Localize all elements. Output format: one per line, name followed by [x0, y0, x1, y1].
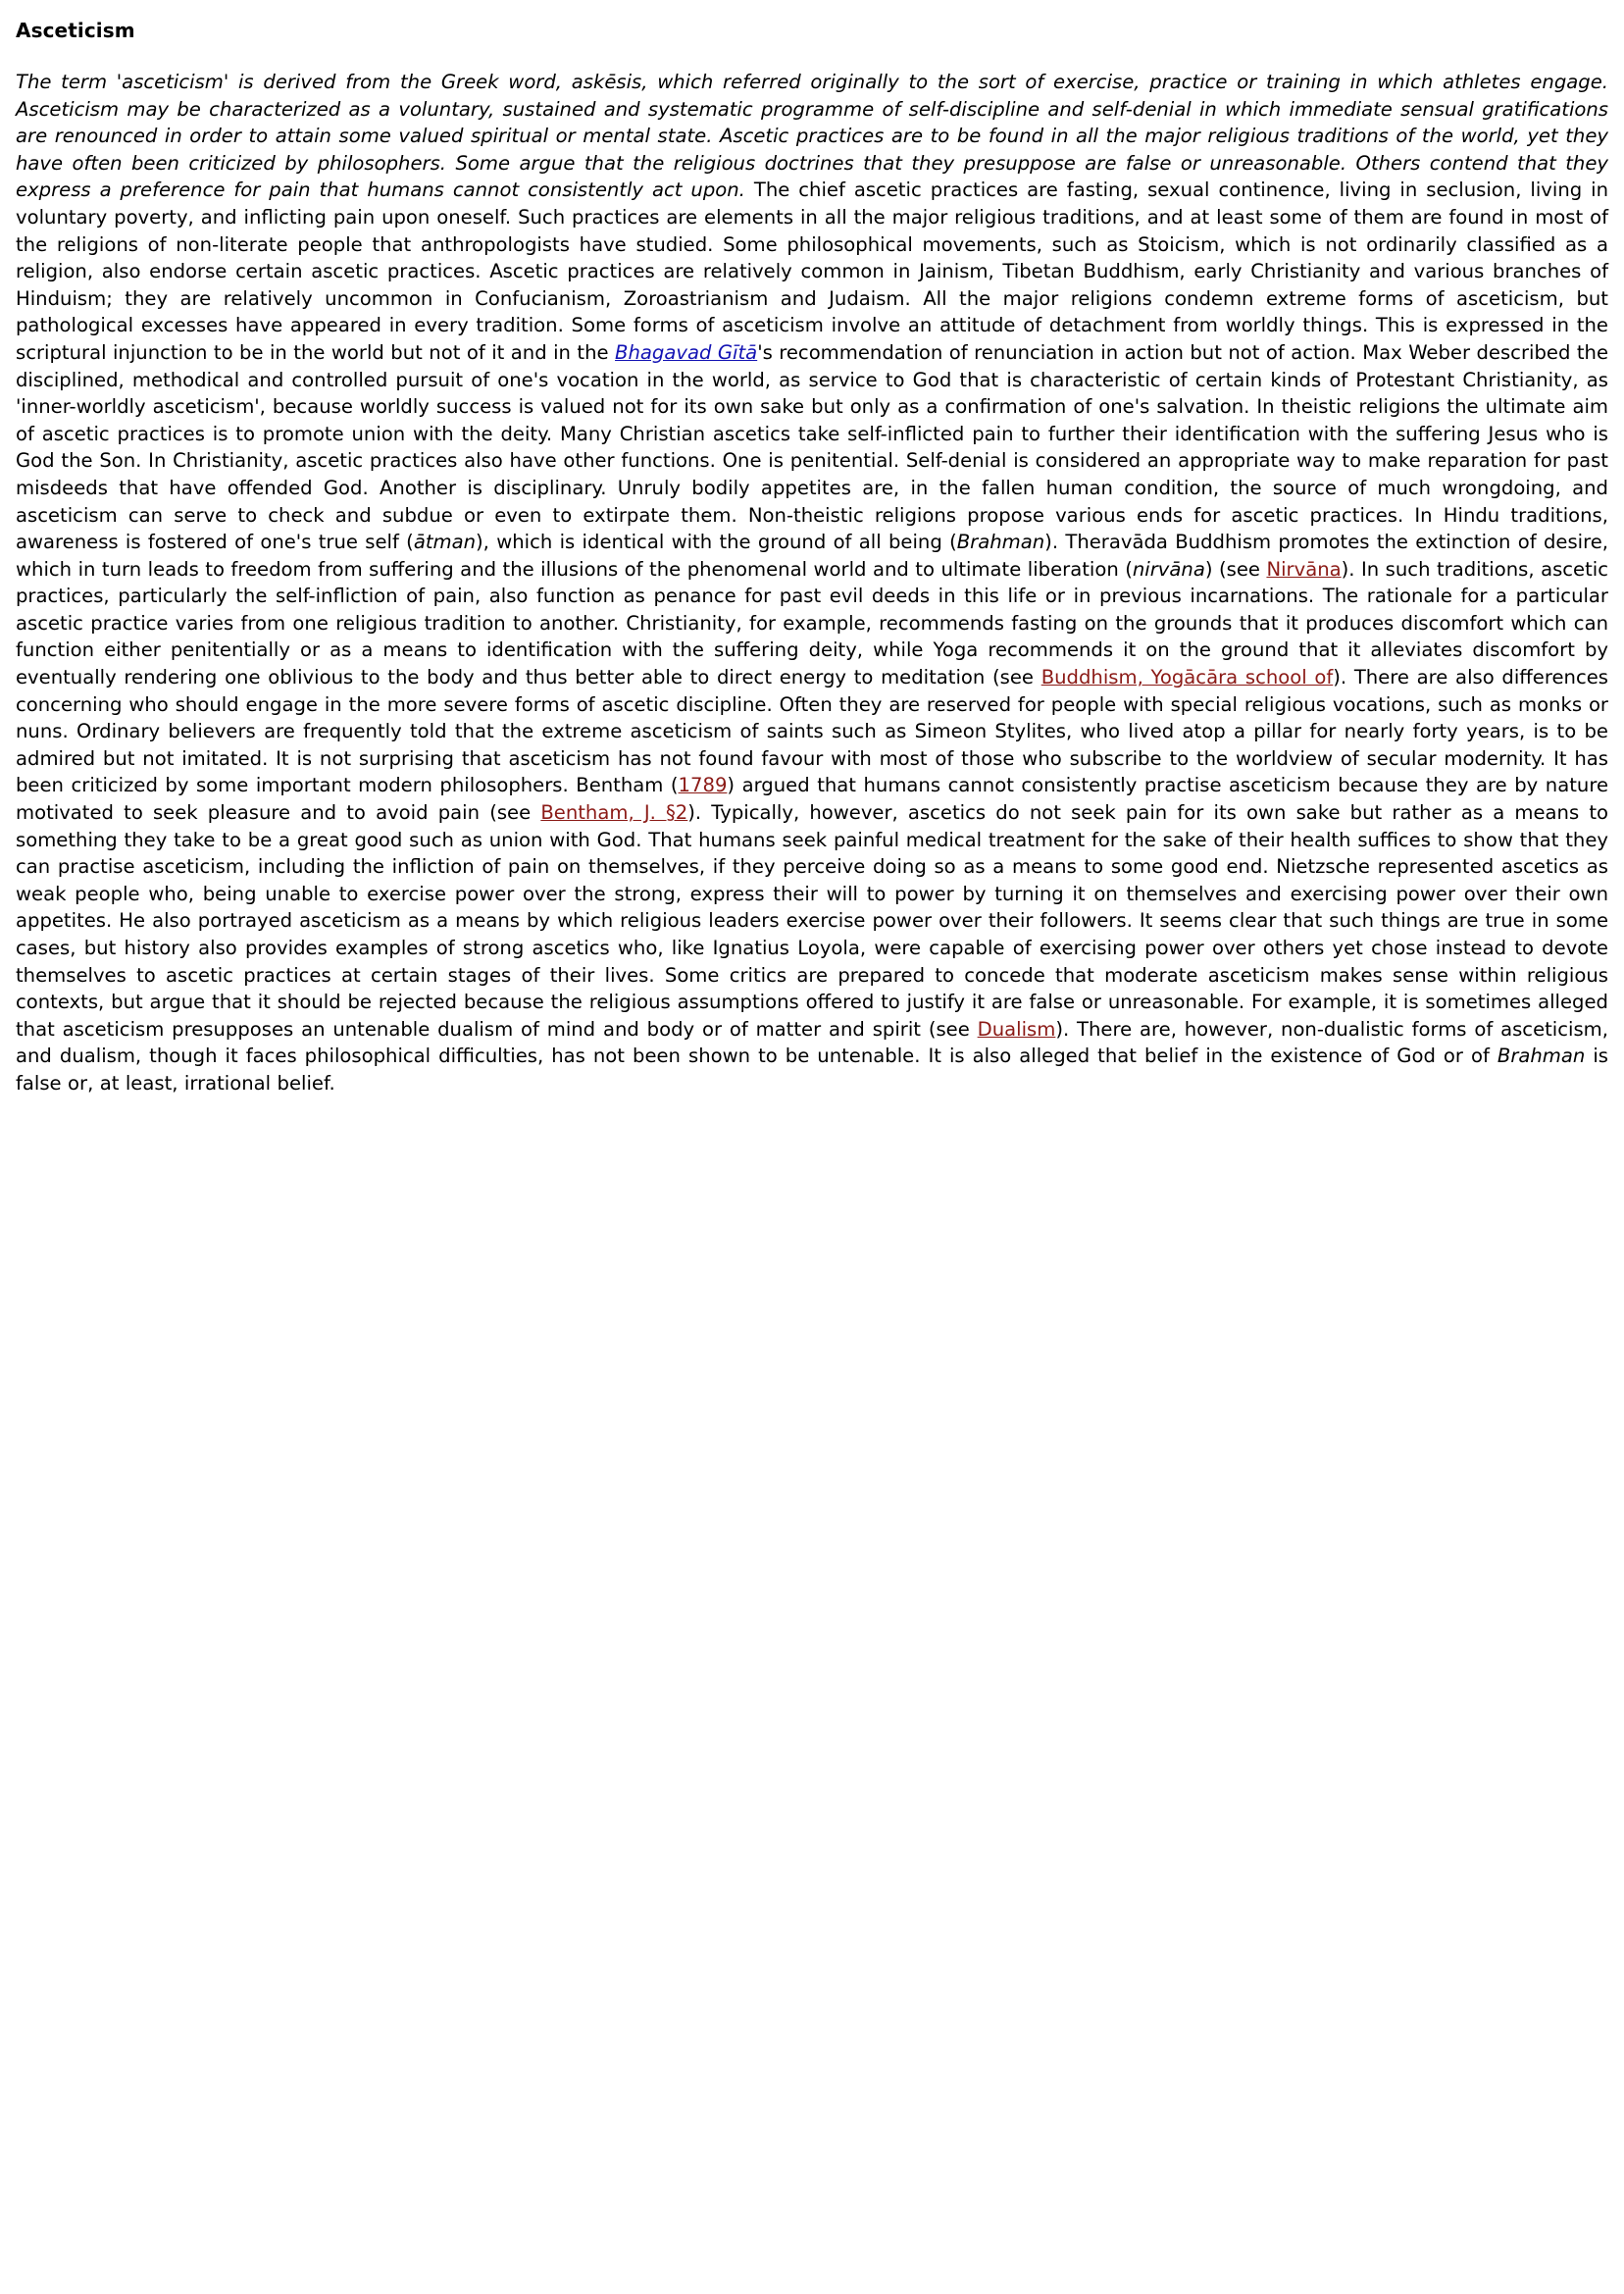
body-segment-4: ). Theravāda Buddhism promotes the extinction of desire, which in turn leads to freedom from suffering and the illusions of the phenomenal world and to ultimate liberation (: [16, 531, 1609, 581]
entry-body-paragraph: [16, 69, 1608, 1097]
link-dualism[interactable]: Dualism: [977, 1017, 1056, 1041]
link-bentham-1789[interactable]: 1789: [678, 774, 728, 797]
body-segment-8: ) argued that humans cannot consistently practise asceticism because they are by nature motivated to seek pleasure and to avoid pain (see: [16, 774, 1608, 825]
body-segment-2: 's recommendation of renunciation in action but not of action. Max Weber described the disciplined, methodical and controlled pursuit of one's vocation in the world, as service to God that is characteristic of certain kinds of Protestant Christianity, as 'inner-worldly asceticism', because worldly success is valued not for its own sake but only as a confirmation of one's salvation. In theistic religions the ultimate aim of ascetic practices is to promote union with the deity. Many Christian ascetics take self-inflicted pain to further their identification with the suffering Jesus who is God the Son. In Christianity, ascetic practices also have other functions. One is penitential. Self-denial is considered an appropriate way to make reparation for past misdeeds that have offended God. Another is disciplinary. Unruly bodily appetites are, in the fallen human condition, the source of much wrongdoing, and asceticism can serve to check and subdue or even to extirpate them. Non-theistic religions propose various ends for ascetic practices. In Hindu traditions, awareness is fostered of one's true self (: [16, 340, 1608, 554]
page-title: Asceticism: [16, 19, 135, 42]
body-segment-6: ). In such traditions, ascetic practices, particularly the self-infliction of pain, also function as penance for past evil deeds in this life or in previous incarnations. The rationale for a particular ascetic practice varies from one religious tradition to another. Christianity, for example, recommends fasting on the grounds that it produces discomfort which can function either penitentially or as a means to identification with the suffering deity, while Yoga recommends it on the ground that it alleviates discomfort by eventually rendering one oblivious to the body and thus better able to direct energy to meditation (see: [16, 557, 1609, 689]
term-brahman-second: Brahman: [1497, 1045, 1586, 1068]
body-segment-5: ) (see: [1204, 557, 1267, 581]
term-atman: ātman: [413, 531, 477, 554]
lede-italic-text: The term 'asceticism' is derived from the Greek word, askēsis, which referred originally to the sort of exercise, practice or training in which athletes engage. Asceticism may be characterized as a voluntary, sustained and systematic programme of self-discipline and self-denial in which immediate sensual gratifications are renounced in order to attain some valued spiritual or mental state. Ascetic practices are to be found in all the major religious traditions of the world, yet they have often been criticized by philosophers. Some argue that the religious doctrines that they presuppose are false or unreasonable. Others contend that they express a preference for pain that humans cannot consistently act upon.: [16, 71, 1608, 202]
body-segment-11: is false or, at least, irrational belief.: [16, 1045, 1608, 1095]
link-bentham-j-section-2[interactable]: Bentham, J. §2: [540, 801, 688, 825]
term-brahman-first: Brahman: [956, 531, 1045, 554]
body-segment-10: ). There are, however, non-dualistic forms of asceticism, and dualism, though it faces philosophical difficulties, has not been shown to be untenable. It is also alleged that belief in the existence of God or of: [16, 1017, 1608, 1068]
body-segment-1: The chief ascetic practices are fasting, sexual continence, living in seclusion, living in voluntary poverty, and inflicting pain upon oneself. Such practices are elements in all the major religious traditions, and at least some of them are found in most of the religions of non-literate people that anthropologists have studied. Some philosophical movements, such as Stoicism, which is not ordinarily classified as a religion, also endorse certain ascetic practices. Ascetic practices are relatively common in Jainism, Tibetan Buddhism, early Christianity and various branches of Hinduism; they are relatively uncommon in Confucianism, Zoroastrianism and Judaism. All the major religions condemn extreme forms of asceticism, but pathological excesses have appeared in every tradition. Some forms of asceticism involve an attitude of detachment from worldly things. This is expressed in the scriptural injunction to be in the world but not of it and in the: [16, 178, 1609, 364]
link-nirvana[interactable]: Nirvāna: [1266, 557, 1342, 581]
body-segment-3: ), which is identical with the ground of all being (: [476, 531, 957, 554]
link-bhagavad-gita[interactable]: Bhagavad Gītā: [615, 340, 758, 364]
body-segment-7: ). There are also differences concerning who should engage in the more severe forms of ascetic discipline. Often they are reserved for people with special religious vocations, such as monks or nuns. Ordinary believers are frequently told that the extreme asceticism of saints such as Simeon Stylites, who lived atop a pillar for nearly forty years, is to be admired but not imitated. It is not surprising that asceticism has not found favour with most of those who subscribe to the worldview of secular modernity. It has been criticized by some important modern philosophers. Bentham (: [16, 666, 1608, 797]
body-segment-9: ). Typically, however, ascetics do not seek pain for its own sake but rather as a means to something they take to be a great good such as union with God. That humans seek painful medical treatment for the sake of their health suffices to show that they can practise asceticism, including the infliction of pain on themselves, if they perceive doing so as a means to some good end. Nietzsche represented ascetics as weak people who, being unable to exercise power over the strong, express their will to power by turning it on themselves and exercising power over their own appetites. He also portrayed asceticism as a means by which religious leaders exercise power over their followers. It seems clear that such things are true in some cases, but history also provides examples of strong ascetics who, like Ignatius Loyola, were capable of exercising power over others yet chose instead to devote themselves to ascetic practices at certain stages of their lives. Some critics are prepared to concede that moderate asceticism makes sense within religious contexts, but argue that it should be rejected because the religious assumptions offered to justify it are false or unreasonable. For example, it is sometimes alleged that asceticism presupposes an untenable dualism of mind and body or of matter and spirit (see: [16, 801, 1608, 1041]
link-buddhism-yogacara-school-of[interactable]: Buddhism, Yogācāra school of: [1040, 666, 1334, 689]
term-nirvana: nirvāna: [1132, 557, 1205, 581]
